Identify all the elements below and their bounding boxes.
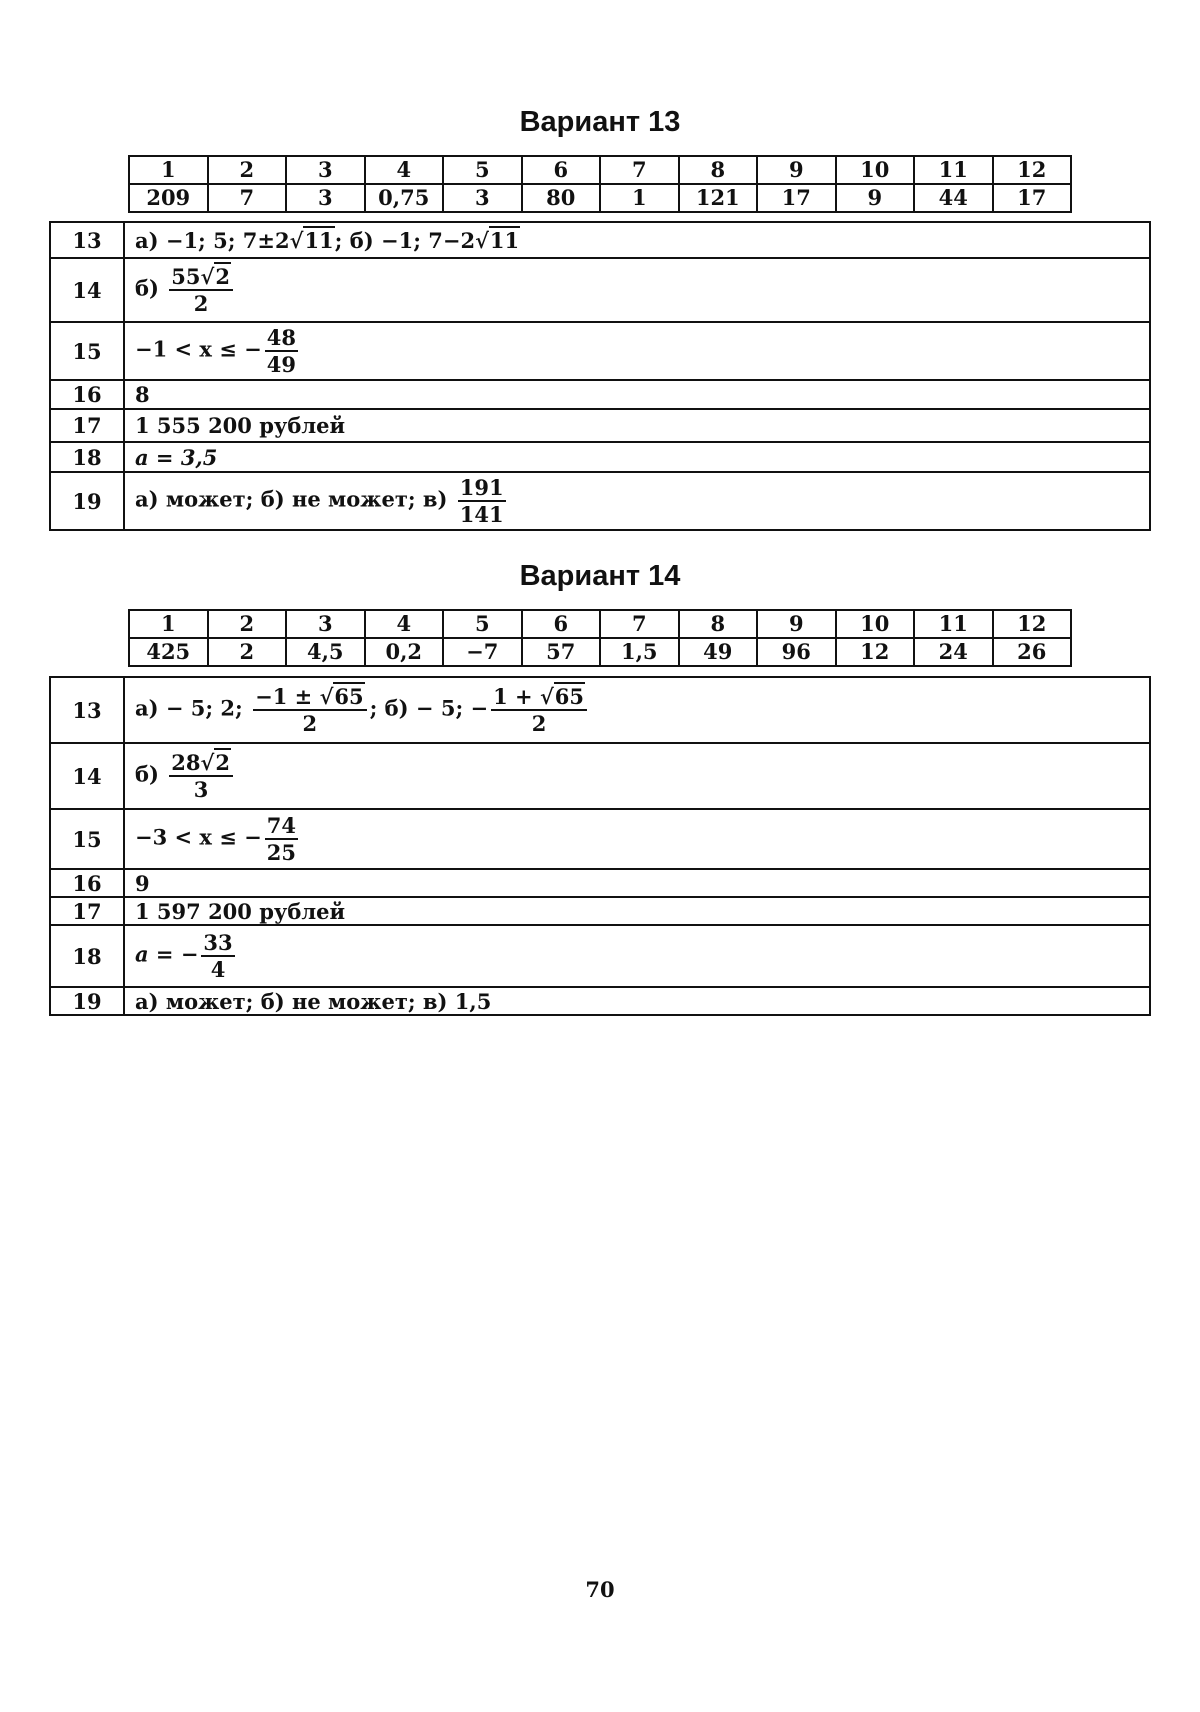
answer-cell: 17: [993, 184, 1072, 212]
question-number-cell: 2: [208, 156, 287, 184]
numerator-text: −1 ±: [255, 683, 313, 709]
task-answer: [124, 442, 1150, 472]
answer-cell: 1,5: [600, 638, 679, 666]
sqrt-symbol: √11: [289, 227, 334, 253]
fraction: [169, 265, 233, 315]
variant-14-short-answers-table: [128, 609, 1072, 667]
table-row: [50, 987, 1150, 1015]
numerator-text: 1 +: [493, 683, 533, 709]
answer-cell: 80: [522, 184, 601, 212]
answer-cell: 3: [443, 184, 522, 212]
task-number: 17: [50, 897, 124, 925]
radicand: 65: [334, 683, 364, 709]
numerator-coefficient: 55: [171, 263, 201, 289]
question-number-cell: 10: [836, 610, 915, 638]
task-number: 19: [50, 987, 124, 1015]
variant-13-title: Вариант 13: [519, 106, 681, 138]
question-number-cell: 9: [757, 610, 836, 638]
fraction-denominator: 25: [266, 840, 296, 865]
table-row: [129, 156, 1071, 184]
task-answer: [124, 322, 1150, 380]
task-number: 15: [50, 322, 124, 380]
fraction-numerator: [169, 265, 233, 291]
table-row: [50, 322, 1150, 380]
table-row: [50, 222, 1150, 258]
answer-cell: 7: [208, 184, 287, 212]
task-number: 14: [50, 743, 124, 809]
radicand: 2: [215, 749, 230, 775]
numerator-coefficient: 28: [171, 749, 201, 775]
answer-cell: 3: [286, 184, 365, 212]
answer-text: а) − 5; 2;: [135, 695, 243, 721]
question-number-cell: 1: [129, 156, 208, 184]
table-row: [129, 184, 1071, 212]
task-answer: 1 555 200 рублей: [124, 409, 1150, 442]
answer-cell: 96: [757, 638, 836, 666]
task-number: 13: [50, 222, 124, 258]
fraction: [265, 326, 298, 376]
fraction-denominator: 49: [266, 352, 296, 377]
page-number: 70: [585, 1577, 615, 1602]
fraction-numerator: [491, 685, 587, 711]
table-row: [50, 897, 1150, 925]
question-number-cell: 7: [600, 610, 679, 638]
table-row: [50, 380, 1150, 409]
variant-13-extended-answers-table: [49, 221, 1151, 531]
task-answer: а) может; б) не может; в) 1,5: [124, 987, 1150, 1015]
fraction: [265, 814, 298, 864]
task-answer: [124, 677, 1150, 743]
task-answer: [124, 925, 1150, 987]
answer-cell: 26: [993, 638, 1072, 666]
answer-cell: 0,75: [365, 184, 444, 212]
table-row: [50, 409, 1150, 442]
task-number: 16: [50, 380, 124, 409]
table-row: [50, 743, 1150, 809]
fraction-numerator: [253, 685, 366, 711]
task-answer: 8: [124, 380, 1150, 409]
answer-text: −1 < x ≤ −: [135, 336, 262, 362]
variant-14-extended-answers-table: [49, 676, 1151, 1016]
answer-cell: 9: [836, 184, 915, 212]
variant-13-short-answers-table: [128, 155, 1072, 213]
answer-text: б): [135, 761, 159, 787]
answer-text: ; б) − 5; −: [369, 695, 489, 721]
table-row: [129, 638, 1071, 666]
task-answer: [124, 743, 1150, 809]
radicand: 65: [554, 683, 584, 709]
answer-cell: 0,2: [365, 638, 444, 666]
answer-cell: 57: [522, 638, 601, 666]
sqrt-symbol: √11: [475, 227, 520, 253]
fraction: [201, 931, 234, 981]
answer-text: б): [135, 275, 159, 301]
fraction-denominator: 141: [459, 502, 504, 527]
fraction: [458, 476, 506, 526]
task-number: 19: [50, 472, 124, 530]
fraction: [253, 685, 366, 735]
table-row: [129, 610, 1071, 638]
sqrt-symbol: √2: [200, 749, 230, 775]
task-answer: [124, 222, 1150, 258]
answer-text: ; б) −1; 7−2: [334, 227, 476, 253]
table-row: [50, 925, 1150, 987]
task-number: 18: [50, 925, 124, 987]
answer-cell: −7: [443, 638, 522, 666]
question-number-cell: 5: [443, 156, 522, 184]
fraction: [169, 751, 233, 801]
variant-14-title: Вариант 14: [519, 560, 681, 592]
question-number-cell: 6: [522, 610, 601, 638]
question-number-cell: 4: [365, 156, 444, 184]
task-number: 17: [50, 409, 124, 442]
answer-cell: 44: [914, 184, 993, 212]
fraction-denominator: 2: [193, 291, 209, 316]
answer-text: а) может; б) не может; в): [135, 486, 448, 512]
fraction-denominator: 2: [531, 711, 547, 736]
question-number-cell: 10: [836, 156, 915, 184]
sqrt-symbol: √65: [539, 683, 584, 709]
question-number-cell: 3: [286, 610, 365, 638]
fraction-denominator: 2: [302, 711, 318, 736]
question-number-cell: 2: [208, 610, 287, 638]
task-number: 13: [50, 677, 124, 743]
fraction-numerator: [169, 751, 233, 777]
question-number-cell: 6: [522, 156, 601, 184]
question-number-cell: 8: [679, 610, 758, 638]
answer-text: а) −1; 5; 7±2: [135, 227, 290, 253]
table-row: [50, 809, 1150, 869]
question-number-cell: 8: [679, 156, 758, 184]
question-number-cell: 7: [600, 156, 679, 184]
answer-cell: 24: [914, 638, 993, 666]
question-number-cell: 3: [286, 156, 365, 184]
fraction: [491, 685, 587, 735]
question-number-cell: 12: [993, 156, 1072, 184]
radicand: 11: [304, 227, 334, 253]
table-row: [50, 677, 1150, 743]
sqrt-symbol: √2: [200, 263, 230, 289]
question-number-cell: 12: [993, 610, 1072, 638]
table-row: [50, 442, 1150, 472]
question-number-cell: 11: [914, 156, 993, 184]
answer-cell: 2: [208, 638, 287, 666]
task-answer: 9: [124, 869, 1150, 897]
task-answer: 1 597 200 рублей: [124, 897, 1150, 925]
table-row: [50, 472, 1150, 530]
fraction-denominator: 3: [193, 777, 209, 802]
task-answer: [124, 809, 1150, 869]
answer-cell: 425: [129, 638, 208, 666]
answer-cell: 4,5: [286, 638, 365, 666]
answer-text: −3 < x ≤ −: [135, 824, 262, 850]
task-number: 14: [50, 258, 124, 322]
fraction-numerator: 48: [265, 326, 298, 352]
answer-cell: 49: [679, 638, 758, 666]
question-number-cell: 9: [757, 156, 836, 184]
radicand: 11: [489, 227, 520, 253]
fraction-numerator: 191: [458, 476, 506, 502]
answer-text: a = 3,5: [135, 444, 218, 470]
table-row: [50, 869, 1150, 897]
task-answer: [124, 472, 1150, 530]
question-number-cell: 11: [914, 610, 993, 638]
fraction-denominator: 4: [210, 957, 226, 982]
answer-cell: 17: [757, 184, 836, 212]
answer-cell: 121: [679, 184, 758, 212]
task-number: 18: [50, 442, 124, 472]
radicand: 2: [215, 263, 230, 289]
answer-cell: 12: [836, 638, 915, 666]
question-number-cell: 4: [365, 610, 444, 638]
table-row: [50, 258, 1150, 322]
fraction-numerator: 33: [201, 931, 234, 957]
task-number: 16: [50, 869, 124, 897]
sqrt-symbol: √65: [319, 683, 364, 709]
question-number-cell: 5: [443, 610, 522, 638]
question-number-cell: 1: [129, 610, 208, 638]
answer-cell: 209: [129, 184, 208, 212]
fraction-numerator: 74: [265, 814, 298, 840]
answer-cell: 1: [600, 184, 679, 212]
task-answer: [124, 258, 1150, 322]
answer-text: a = −: [135, 941, 199, 967]
task-number: 15: [50, 809, 124, 869]
